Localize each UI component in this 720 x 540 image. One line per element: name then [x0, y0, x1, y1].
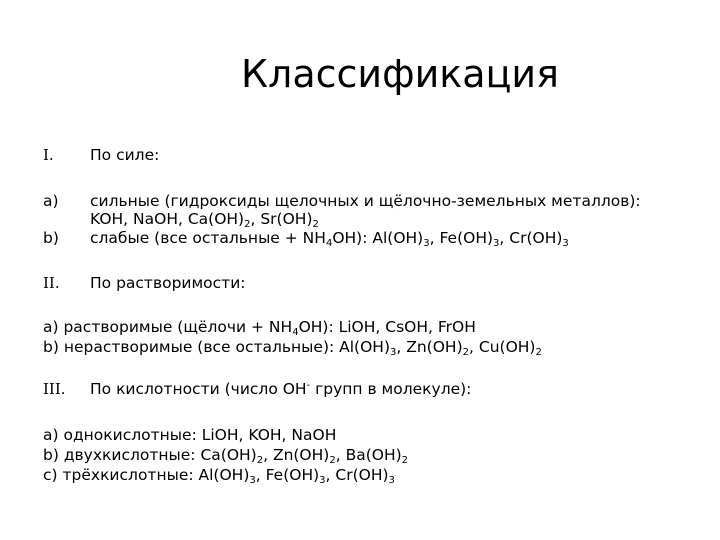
solubility-line-b: b) нерастворимые (все остальные): $Al(OH)_3$, $Zn(OH)_2$, $Cu(OH)_2$ [43, 338, 542, 358]
section-3-heading: По кислотности (число OH- групп в молекуле): [90, 380, 472, 398]
item-b-line: слабые (все остальные + $NH_4OH$): $Al(OH)_3$, $Fe(OH)_3$, $Cr(OH)_3$ [90, 229, 569, 249]
section-1-marker: I. [43, 146, 54, 164]
section-1-heading: По силе: [90, 146, 160, 164]
section-2-heading: По растворимости: [90, 274, 246, 292]
solubility-line-a: a) растворимые (щёлочи + $NH_4OH$): LiOH, CsOH, FrOH [43, 318, 476, 338]
section-3-marker: III. [43, 380, 66, 398]
acidity-line-b: b) двухкислотные: $Ca(OH)_2$, $Zn(OH)_2$, $Ba(OH)_2$ [43, 446, 409, 466]
item-b-marker: b) [43, 229, 59, 247]
item-a-line1: сильные (гидроксиды щелочных и щёлочно-земельных металлов): [90, 192, 641, 210]
item-a-line2: KOH, NaOH, $Ca(OH)_2$, $Sr(OH)_2$ [90, 210, 319, 230]
section-2-marker: II. [43, 274, 60, 292]
acidity-line-c: c) трёхкислотные: $Al(OH)_3$, $Fe(OH)_3$, $Cr(OH)_3$ [43, 466, 395, 486]
item-a-marker: a) [43, 192, 59, 210]
acidity-line-a: a) однокислотные: LiOH, KOH, NaOH [43, 426, 337, 444]
slide-title: Классификация [241, 52, 559, 96]
